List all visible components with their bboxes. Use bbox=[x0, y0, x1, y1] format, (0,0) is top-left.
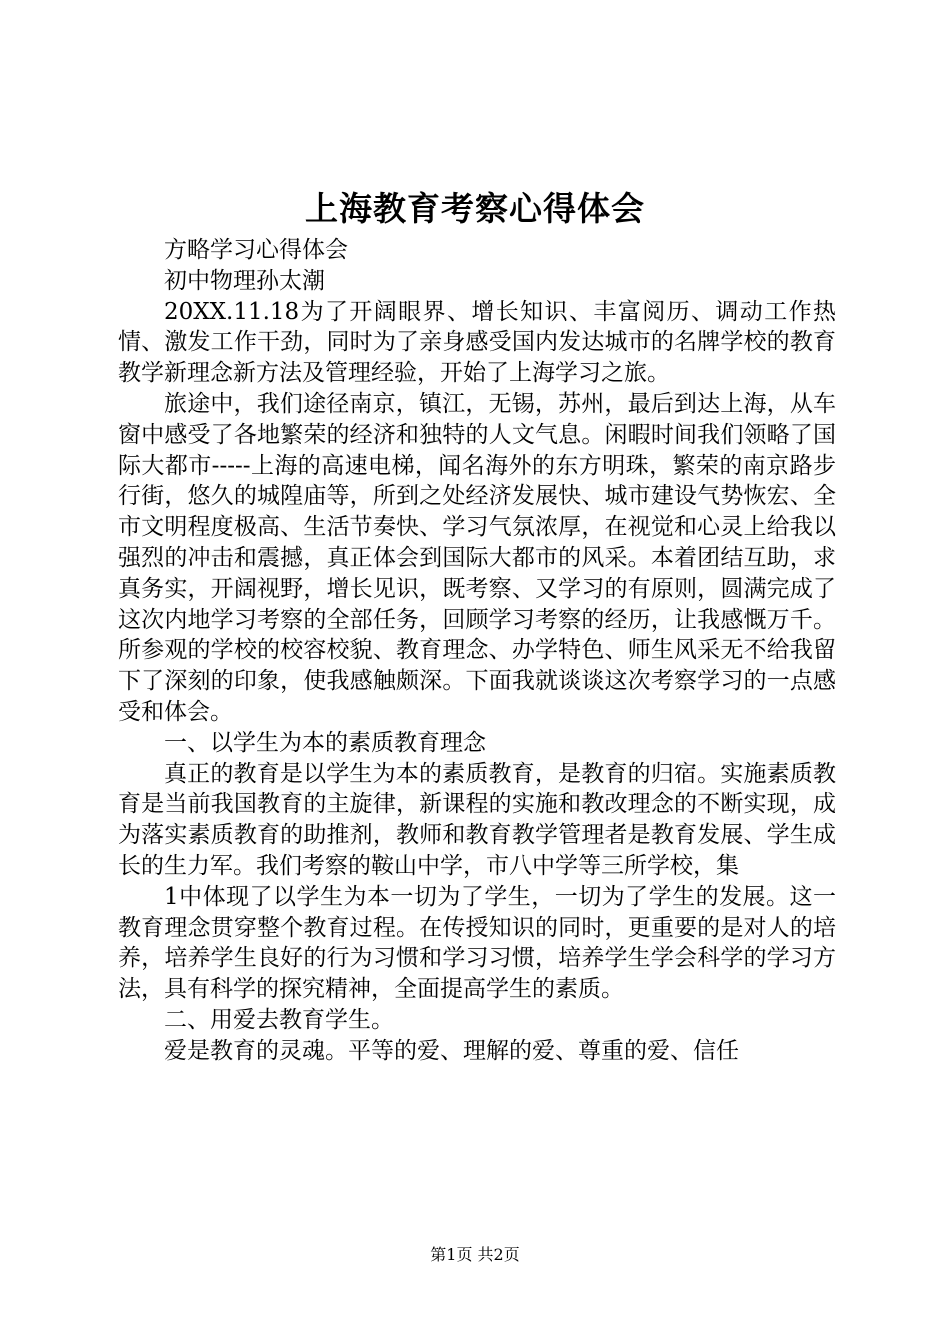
section-heading-1: 一、以学生为本的素质教育理念 bbox=[164, 729, 486, 756]
section-heading-2: 二、用爱去教育学生。 bbox=[164, 1006, 394, 1033]
paragraph-author: 初中物理孙太潮 bbox=[164, 267, 325, 294]
document-title: 上海教育考察心得体会 bbox=[305, 189, 645, 228]
document-body bbox=[118, 235, 836, 1067]
paragraph-journey: 旅途中，我们途径南京，镇江，无锡，苏州，最后到达上海，从车窗中感受了各地繁荣的经济和独特的人文气息。闲暇时间我们领略了国际大都市-----上海的高速电梯，闻名海外的东方明珠，繁荣的南京路步行街，悠久的城隍庙等，所到之处经济发展快、城市建设气势恢宏、全市文明程度极高、生活节奏快、学习气氛浓厚，在视觉和心灵上给我以强烈的冲击和震撼，真正体会到国际大都市的风采。本着团结互助，求真务实，开阔视野，增长见识，既考察、又学习的有原则，圆满完成了这次内地学习考察的全部任务，回顾学习考察的经历，让我感慨万千。所参观的学校的校容校貌、教育理念、办学特色、师生风采无不给我留下了深刻的印象，使我感触颇深。下面我就谈谈这次考察学习的一点感受和体会。 bbox=[118, 390, 836, 725]
paragraph-section-1: 真正的教育是以学生为本的素质教育，是教育的归宿。实施素质教育是当前我国教育的主旋律，新课程的实施和教改理念的不断实现，成为落实素质教育的助推剂，教师和教育教学管理者是教育发展、学生成长的生力军。我们考察的鞍山中学，市八中学等三所学校，集 bbox=[118, 760, 836, 879]
paragraph-subtitle: 方略学习心得体会 bbox=[164, 237, 348, 263]
paragraph-section-1-continued: 1中体现了以学生为本一切为了学生，一切为了学生的发展。这一教育理念贯穿整个教育过程。在传授知识的同时，更重要的是对人的培养，培养学生良好的行为习惯和学习习惯，培养学生学会科学的学习方法，具有科学的探究精神，全面提高学生的素质。 bbox=[118, 883, 836, 1003]
paragraph-section-2: 爱是教育的灵魂。平等的爱、理解的爱、尊重的爱、信任 bbox=[164, 1037, 739, 1064]
paragraph-intro: 20XX.11.18为了开阔眼界、增长知识、丰富阅历、调动工作热情、激发工作干劲，同时为了亲身感受国内发达城市的名牌学校的教育教学新理念新方法及管理经验，开始了上海学习之旅。 bbox=[118, 298, 836, 387]
page-number-footer: 第1页 共2页 bbox=[430, 1245, 520, 1264]
